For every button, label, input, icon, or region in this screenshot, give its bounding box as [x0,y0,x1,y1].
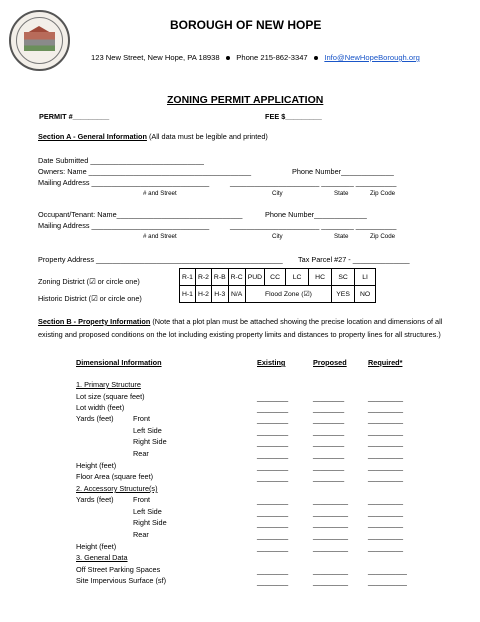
zoning-district-table [179,268,376,303]
required-blank[interactable]: _________ [368,498,404,505]
property-address-field[interactable]: Property Address ______________________________________________ [38,255,283,264]
col-proposed: Proposed [313,358,347,367]
height-label: Height (feet) [76,542,117,551]
proposed-blank[interactable]: ________ [313,406,345,413]
flood-yes-option[interactable]: YES [332,286,355,303]
col-existing: Existing [257,358,286,367]
occupant-name-field[interactable]: Occupant/Tenant: Name_______________________________ [38,210,243,219]
zoning-option[interactable]: R-1 [180,269,196,286]
required-blank[interactable]: _________ [368,510,404,517]
existing-blank[interactable]: ________ [257,464,289,471]
required-blank[interactable]: __________ [368,568,407,575]
city-label: City [272,233,283,240]
proposed-blank[interactable]: _________ [313,498,349,505]
tax-parcel-field[interactable]: Tax Parcel #27 - ______________ [298,255,410,264]
proposed-blank[interactable]: _________ [313,545,349,552]
zoning-option[interactable]: CC [265,269,286,286]
required-blank[interactable]: _________ [368,406,404,413]
zoning-option[interactable]: SC [332,269,355,286]
accessory-structure-heading: 2. Accessory Structure(s) [76,484,158,493]
existing-blank[interactable]: ________ [257,452,289,459]
street-label: # and Street [143,190,177,197]
yards-label: Yards (feet) [76,495,114,504]
existing-blank[interactable]: ________ [257,510,289,517]
existing-blank[interactable]: ________ [257,417,289,424]
proposed-blank[interactable]: _________ [313,510,349,517]
historic-option[interactable]: H-3 [211,286,228,303]
contact-line [91,53,420,62]
fee-field[interactable]: FEE $_________ [265,112,322,121]
section-a-heading [38,132,268,141]
required-blank[interactable]: __________ [368,579,407,586]
form-title: ZONING PERMIT APPLICATION [167,94,324,106]
flood-no-option[interactable]: NO [355,286,376,303]
existing-blank[interactable]: ________ [257,545,289,552]
state-label: State [334,190,349,197]
required-blank[interactable]: _________ [368,464,404,471]
col-required: Required* [368,358,403,367]
seal-building [24,32,55,51]
zoning-option[interactable]: PUD [245,269,264,286]
front-label: Front [133,414,151,423]
required-blank[interactable]: _________ [368,475,404,482]
zoning-option[interactable]: R-C [228,269,245,286]
zip-label: Zip Code [370,233,396,240]
bullet-icon [226,56,230,60]
required-blank[interactable]: _________ [368,395,404,402]
front-label: Front [133,495,151,504]
proposed-blank[interactable]: ________ [313,395,345,402]
proposed-blank[interactable]: _________ [313,579,349,586]
owner-address-blanks[interactable]: ______________________ ________ __________ [230,178,397,187]
state-label: State [334,233,349,240]
floor-area-label: Floor Area (square feet) [76,472,154,481]
zip-label: Zip Code [370,190,396,197]
primary-structure-heading: 1. Primary Structure [76,380,141,389]
parking-label: Off Street Parking Spaces [76,565,161,574]
proposed-blank[interactable]: _________ [313,533,349,540]
historic-option[interactable]: H-1 [180,286,196,303]
proposed-blank[interactable]: ________ [313,475,345,482]
existing-blank[interactable]: ________ [257,406,289,413]
date-submitted-field[interactable]: Date Submitted ____________________________ [38,156,204,165]
section-a-note: (All data must be legible and printed) [146,132,268,141]
zoning-option[interactable]: LI [355,269,376,286]
street-label: # and Street [143,233,177,240]
owners-name-field[interactable]: Owners: Name ________________________________________ [38,167,252,176]
required-blank[interactable]: _________ [368,452,404,459]
height-label: Height (feet) [76,461,117,470]
historic-option[interactable]: H-2 [195,286,211,303]
existing-blank[interactable]: ________ [257,440,289,447]
existing-blank[interactable]: ________ [257,521,289,528]
phone: Phone 215-862-3347 [236,53,308,62]
required-blank[interactable]: _________ [368,533,404,540]
existing-blank[interactable]: ________ [257,498,289,505]
occupant-phone-field[interactable]: Phone Number_____________ [265,210,367,219]
section-a-title: Section A - General Information [38,132,147,141]
left-side-label: Left Side [133,426,162,435]
existing-blank[interactable]: ________ [257,475,289,482]
occupant-address-blanks[interactable]: ______________________ ________ __________ [230,221,397,230]
email-link[interactable]: Info@NewHopeBorough.org [324,53,420,62]
required-blank[interactable]: _________ [368,440,404,447]
section-b-intro [38,316,458,341]
proposed-blank[interactable]: _________ [313,568,349,575]
proposed-blank[interactable]: ________ [313,417,345,424]
street-address: 123 New Street, New Hope, PA 18938 [91,53,220,62]
lot-width-label: Lot width (feet) [76,403,125,412]
required-blank[interactable]: _________ [368,429,404,436]
occupant-mailing-address-field[interactable]: Mailing Address _____________________________ [38,221,210,230]
existing-blank[interactable]: ________ [257,579,289,586]
historic-option[interactable]: N/A [228,286,245,303]
historic-district-label: Historic District (☑ or circle one) [38,294,142,303]
permit-number-field[interactable]: PERMIT #_________ [39,112,110,121]
existing-blank[interactable]: ________ [257,395,289,402]
yards-label: Yards (feet) [76,414,114,423]
zoning-option[interactable]: R-B [211,269,228,286]
right-side-label: Right Side [133,518,167,527]
zoning-option[interactable]: R-2 [195,269,211,286]
right-side-label: Right Side [133,437,167,446]
general-data-heading: 3. General Data [76,553,128,562]
rear-label: Rear [133,449,149,458]
existing-blank[interactable]: ________ [257,533,289,540]
rear-label: Rear [133,530,149,539]
required-blank[interactable]: _________ [368,417,404,424]
owner-mailing-address-field[interactable]: Mailing Address _____________________________ [38,178,210,187]
zoning-option[interactable]: HC [309,269,332,286]
existing-blank[interactable]: ________ [257,429,289,436]
required-blank[interactable]: _________ [368,545,404,552]
lot-size-label: Lot size (square feet) [76,392,145,401]
proposed-blank[interactable]: ________ [313,452,345,459]
proposed-blank[interactable]: ________ [313,429,345,436]
bullet-icon [314,56,318,60]
section-b-note: (Note that a plot plan must be attached showing the precise location and dimensions of all existing and proposed conditions on the lot including existing property limits and distances to property lines for all structures.) [38,317,443,339]
impervious-label: Site Impervious Surface (sf) [76,576,167,585]
required-blank[interactable]: _________ [368,521,404,528]
proposed-blank[interactable]: ________ [313,464,345,471]
zoning-district-label: Zoning District (☑ or circle one) [38,277,140,286]
city-label: City [272,190,283,197]
owner-phone-field[interactable]: Phone Number_____________ [292,167,394,176]
proposed-blank[interactable]: ________ [313,440,345,447]
flood-zone-label: Flood Zone (☑) [245,286,331,303]
borough-title: BOROUGH OF NEW HOPE [170,18,322,32]
existing-blank[interactable]: ________ [257,568,289,575]
proposed-blank[interactable]: _________ [313,521,349,528]
left-side-label: Left Side [133,507,162,516]
borough-seal-logo [9,10,70,71]
section-b-title: Section B - Property Information [38,317,151,326]
col-dimensional: Dimensional Information [76,358,162,367]
zoning-option[interactable]: LC [286,269,309,286]
